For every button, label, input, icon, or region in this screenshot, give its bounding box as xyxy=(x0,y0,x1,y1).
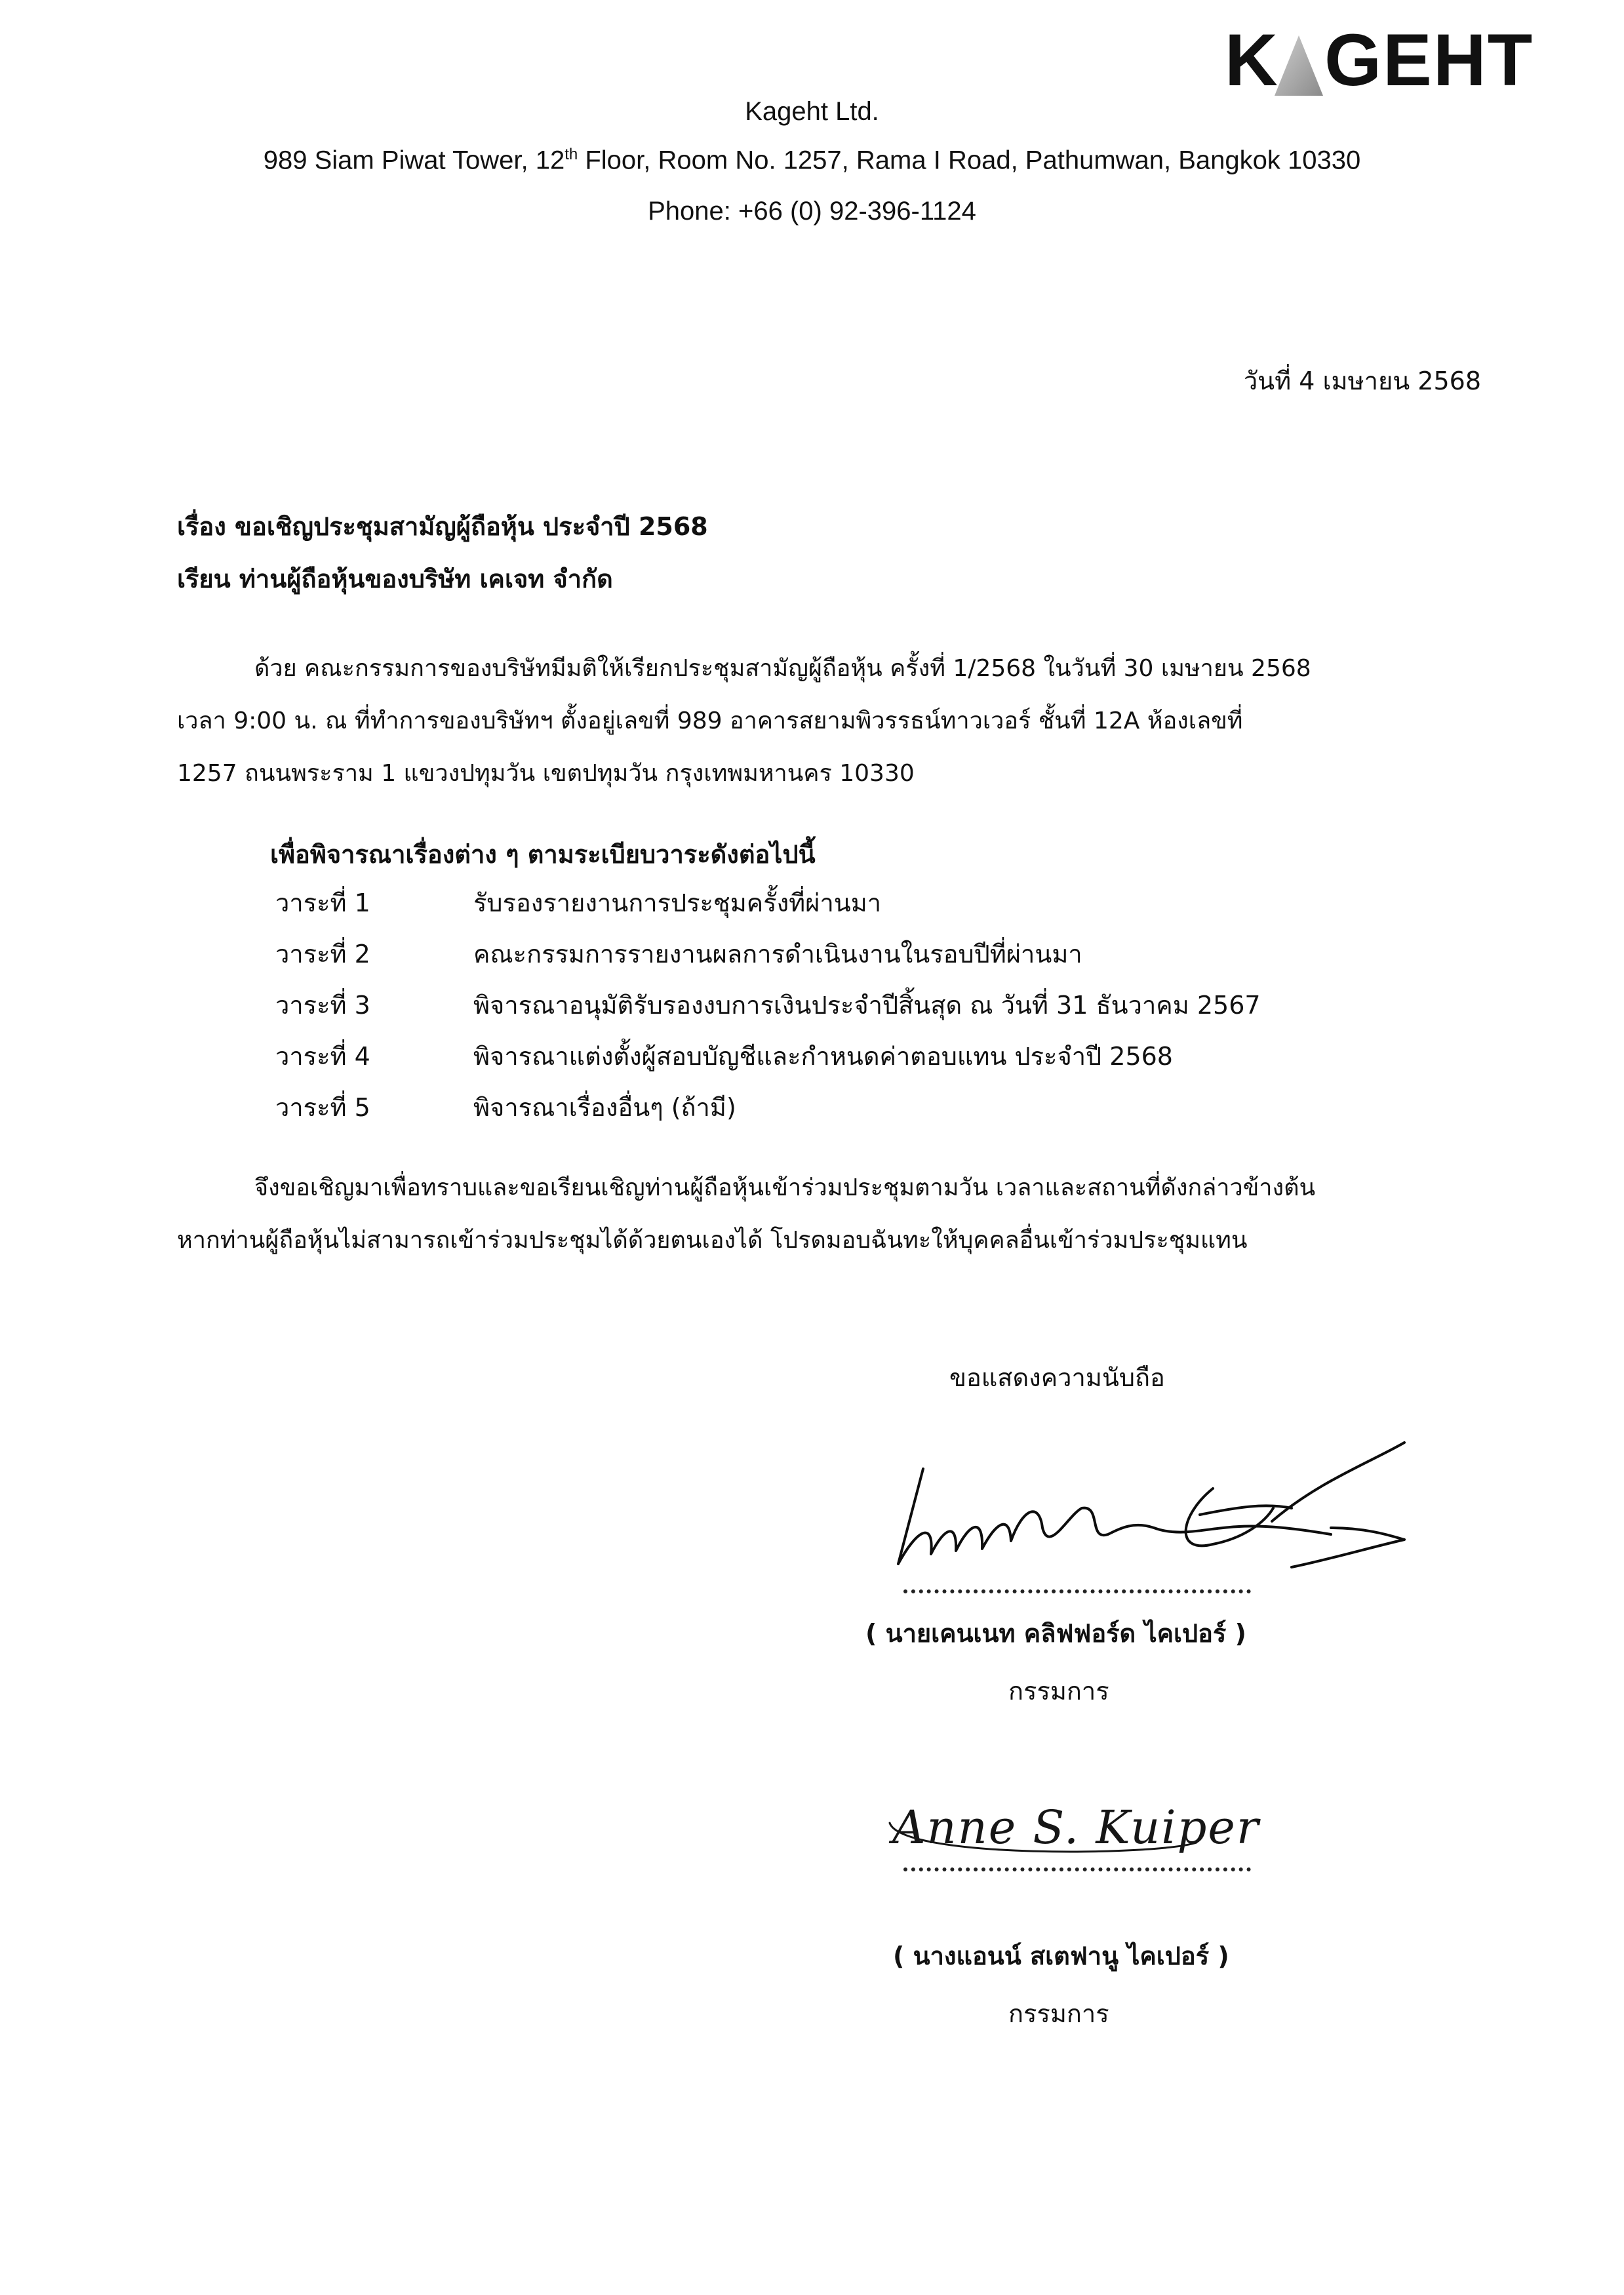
agenda-item xyxy=(275,934,1390,985)
agenda-item-label: วาระที่ 5 xyxy=(275,1093,370,1122)
body-line-3: 1257 ถนนพระราม 1 แขวงปทุมวัน เขตปทุมวัน กรุงเทพมหานคร 10330 xyxy=(177,760,915,787)
agenda-item xyxy=(275,985,1390,1036)
agenda-item xyxy=(275,883,1390,934)
company-phone: Phone: +66 (0) 92-396-1124 xyxy=(648,197,976,226)
regards-text: ขอแสดงความนับถือ xyxy=(949,1363,1165,1392)
agenda-list xyxy=(275,883,1390,1138)
signature-1-image xyxy=(872,1429,1423,1600)
subject-line xyxy=(177,506,708,546)
address-superscript: th xyxy=(564,146,578,163)
agenda-item-text: พิจารณาเรื่องอื่นๆ (ถ้ามี) xyxy=(473,1093,736,1122)
agenda-item-label: วาระที่ 2 xyxy=(275,940,370,968)
agenda-item xyxy=(275,1036,1390,1087)
agenda-item-text: พิจารณาอนุมัติรับรองงบการเงินประจำปีสิ้นสุด ณ วันที่ 31 ธันวาคม 2567 xyxy=(473,991,1261,1020)
signature-2-line xyxy=(903,1867,1251,1871)
signature-1-line xyxy=(903,1589,1251,1593)
closing-line-2: หากท่านผู้ถือหุ้นไม่สามารถเข้าร่วมประชุมได้ด้วยตนเองได้ โปรดมอบฉันทะให้บุคคลอื่นเข้าร่วมประชุมแทน xyxy=(177,1227,1248,1254)
body-line-2: เวลา 9:00 น. ณ ที่ทำการของบริษัทฯ ตั้งอยู่เลขที่ 989 อาคารสยามพิวรรธน์ทาวเวอร์ ชั้นที่ 12A ห้องเลขที่ xyxy=(177,708,1243,734)
logo-letter-k: K xyxy=(1225,19,1279,101)
agenda-item-label: วาระที่ 3 xyxy=(275,991,370,1020)
logo-letters-geht: GEHT xyxy=(1324,19,1534,101)
signature-2-image xyxy=(882,1797,1275,1869)
signatory-2-name: ( นางแอนน์ สเตฟานู ไคเปอร์ ) xyxy=(893,1942,1229,1970)
signatory-1-name: ( นายเคนเนท คลิฟฟอร์ด ไคเปอร์ ) xyxy=(865,1619,1246,1648)
agenda-item-text: คณะกรรมการรายงานผลการดำเนินงานในรอบปีที่ผ่านมา xyxy=(473,940,1082,968)
signature-2-text: Anne S. Kuiper xyxy=(892,1801,1260,1854)
company-logo xyxy=(1225,19,1534,101)
body-line-1: ด้วย คณะกรรมการของบริษัทมีมติให้เรียกประชุมสามัญผู้ถือหุ้น ครั้งที่ 1/2568 ในวันที่ 30 เมษายน 2568 xyxy=(254,655,1311,682)
agenda-item-text: รับรองรายงานการประชุมครั้งที่ผ่านมา xyxy=(473,888,882,917)
recipient-line xyxy=(177,559,613,599)
agenda-item-text: พิจารณาแต่งตั้งผู้สอบบัญชีและกำหนดค่าตอบแทน ประจำปี 2568 xyxy=(473,1042,1173,1071)
closing-line-1: จึงขอเชิญมาเพื่อทราบและขอเรียนเชิญท่านผู้ถือหุ้นเข้าร่วมประชุมตามวัน เวลาและสถานที่ดังกล่าวข้างต้น xyxy=(254,1174,1316,1201)
recipient-text: ท่านผู้ถือหุ้นของบริษัท เคเจท จำกัด xyxy=(239,565,613,593)
agenda-item-label: วาระที่ 1 xyxy=(275,888,370,917)
logo-triangle-icon xyxy=(1275,35,1323,96)
agenda-item xyxy=(275,1087,1390,1138)
subject-label: เรื่อง xyxy=(177,512,226,541)
agenda-item-label: วาระที่ 4 xyxy=(275,1042,370,1071)
address-prefix: 989 Siam Piwat Tower, 12 xyxy=(263,146,565,175)
company-address xyxy=(0,146,1624,175)
address-suffix: Floor, Room No. 1257, Rama I Road, Pathumwan, Bangkok 10330 xyxy=(578,146,1361,175)
signatory-1-title: กรรมการ xyxy=(1008,1677,1109,1706)
letter-date: วันที่ 4 เมษายน 2568 xyxy=(1243,367,1481,395)
subject-text: ขอเชิญประชุมสามัญผู้ถือหุ้น ประจำปี 2568 xyxy=(235,512,708,541)
company-name: Kageht Ltd. xyxy=(745,97,879,126)
recipient-label: เรียน xyxy=(177,565,231,593)
signatory-2-title: กรรมการ xyxy=(1008,1999,1109,2028)
agenda-heading: เพื่อพิจารณาเรื่องต่าง ๆ ตามระเบียบวาระดังต่อไปนี้ xyxy=(270,840,816,869)
